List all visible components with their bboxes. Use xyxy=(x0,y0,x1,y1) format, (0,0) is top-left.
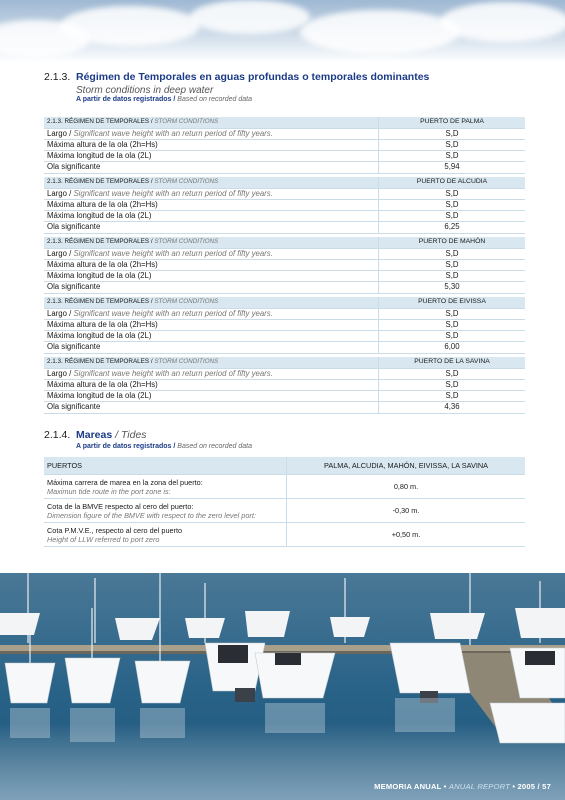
table-row: Máxima longitud de la ola (2L) S,D xyxy=(44,211,525,222)
storm-table xyxy=(44,237,525,294)
table-row: Máxima longitud de la ola (2L) S,D xyxy=(44,391,525,402)
section-subtitle: A partir de datos registrados / Based on recorded data xyxy=(76,443,253,450)
table-row: Largo / Significant wave height with an return period of fifty years. S,D xyxy=(44,248,525,259)
marina-photo xyxy=(0,573,565,800)
tide-value: -0,30 m. xyxy=(287,499,526,523)
section-title: Mareas xyxy=(76,429,113,441)
section-heading-storms xyxy=(44,67,544,103)
footer-memoria: MEMORIA ANUAL • xyxy=(374,782,447,791)
table-row xyxy=(44,523,525,547)
cell-value: 5,30 xyxy=(379,282,526,293)
table-row: Máxima altura de la ola (2h=Hs) S,D xyxy=(44,319,525,330)
page-number: 57 xyxy=(542,782,551,791)
header-sky-image xyxy=(0,0,565,62)
section-title-en: Tides xyxy=(120,429,147,441)
table-row: Máxima altura de la ola (2h=Hs) S,D xyxy=(44,259,525,270)
table-row: Largo / Significant wave height with an return period of fifty years. S,D xyxy=(44,188,525,199)
tide-label: Cota de la BMVE respecto al cero del puerto: xyxy=(47,501,194,511)
cell-value: 6,25 xyxy=(379,222,526,233)
cell-value: 4,36 xyxy=(379,402,526,413)
cell-value: S,D xyxy=(379,199,526,210)
storm-table xyxy=(44,117,525,174)
table-row: Largo / Significant wave height with an return period of fifty years. S,D xyxy=(44,308,525,319)
tides-header-right: PALMA, ALCUDIA, MAHÓN, EIVISSA, LA SAVINA xyxy=(287,457,526,475)
table-row: Máxima longitud de la ola (2L) S,D xyxy=(44,271,525,282)
table-row: Máxima altura de la ola (2h=Hs) S,D xyxy=(44,199,525,210)
storm-table-header: 2.1.3. RÉGIMEN DE TEMPORALES / STORM CONDITIONS PUERTO DE MAHÓN xyxy=(44,237,525,248)
tide-label: Máxima carrera de marea en la zona del puerto: xyxy=(47,477,203,487)
table-row: Ola significante 6,25 xyxy=(44,222,525,233)
page-footer xyxy=(374,782,551,791)
tide-label-en: Dimension figure of the BMVE with respect to the zero level port: xyxy=(47,510,256,520)
cell-value: S,D xyxy=(379,368,526,379)
table-row: Máxima longitud de la ola (2L) S,D xyxy=(44,331,525,342)
storm-table xyxy=(44,357,525,414)
cell-value: S,D xyxy=(379,379,526,390)
tide-value: +0,50 m. xyxy=(287,523,526,547)
tide-label: Cota P.M.V.E., respecto al cero del puerto xyxy=(47,525,183,535)
storm-table xyxy=(44,297,525,354)
storm-table xyxy=(44,177,525,234)
table-row: Ola significante 5,94 xyxy=(44,162,525,173)
section-heading-tides: 2.1.4. Mareas / Tides A partir de datos registrados / Based on recorded data xyxy=(44,425,544,450)
storm-table-header: 2.1.3. RÉGIMEN DE TEMPORALES / STORM CONDITIONS PUERTO DE ALCUDIA xyxy=(44,177,525,188)
cell-value: S,D xyxy=(379,211,526,222)
port-name: PUERTO DE ALCUDIA xyxy=(379,177,526,188)
section-title-en: Storm conditions in deep water xyxy=(76,85,214,96)
section-number: 2.1.4. xyxy=(44,429,71,441)
table-row: Máxima altura de la ola (2h=Hs) S,D xyxy=(44,139,525,150)
storm-table-header: 2.1.3. RÉGIMEN DE TEMPORALES / STORM CONDITIONS PUERTO DE EIVISSA xyxy=(44,297,525,308)
section-subtitle: A partir de datos registrados / Based on recorded data xyxy=(76,96,253,103)
cell-value: S,D xyxy=(379,391,526,402)
table-row: Ola significante 5,30 xyxy=(44,282,525,293)
table-row: Máxima longitud de la ola (2L) S,D xyxy=(44,151,525,162)
tide-label-en: Maximun tide route in the port zone is: xyxy=(47,486,171,496)
cell-value: S,D xyxy=(379,308,526,319)
cell-value: 5,94 xyxy=(379,162,526,173)
table-row: Largo / Significant wave height with an return period of fifty years. S,D xyxy=(44,368,525,379)
table-row: Largo / Significant wave height with an return period of fifty years. S,D xyxy=(44,128,525,139)
tides-header-left: PUERTOS xyxy=(44,457,287,475)
storm-table-header: 2.1.3. RÉGIMEN DE TEMPORALES / STORM CONDITIONS PUERTO DE PALMA xyxy=(44,117,525,128)
port-name: PUERTO DE PALMA xyxy=(379,117,526,128)
tide-value: 0,80 m. xyxy=(287,475,526,499)
section-number: 2.1.3. xyxy=(44,71,71,83)
cell-value: S,D xyxy=(379,331,526,342)
marina-illustration xyxy=(0,573,565,800)
cell-value: S,D xyxy=(379,151,526,162)
footer-year: • 2005 / xyxy=(512,782,540,791)
port-name: PUERTO DE EIVISSA xyxy=(379,297,526,308)
cell-value: S,D xyxy=(379,259,526,270)
table-row: Ola significante 6,00 xyxy=(44,342,525,353)
cell-value: S,D xyxy=(379,271,526,282)
cell-value: S,D xyxy=(379,139,526,150)
table-row: Ola significante 4,36 xyxy=(44,402,525,413)
cell-value: S,D xyxy=(379,319,526,330)
storm-table-header: 2.1.3. RÉGIMEN DE TEMPORALES / STORM CONDITIONS PUERTO DE LA SAVINA xyxy=(44,357,525,368)
section-title: Régimen de Temporales en aguas profundas o temporales dominantes xyxy=(76,71,430,83)
cell-value: S,D xyxy=(379,128,526,139)
port-name: PUERTO DE LA SAVINA xyxy=(379,357,526,368)
tides-table xyxy=(44,457,525,547)
tides-table-header xyxy=(44,457,525,475)
table-row xyxy=(44,499,525,523)
port-name: PUERTO DE MAHÓN xyxy=(379,237,526,248)
table-row xyxy=(44,475,525,499)
cell-value: 6,00 xyxy=(379,342,526,353)
footer-annual-report: ANUAL REPORT xyxy=(448,782,511,791)
table-row: Máxima altura de la ola (2h=Hs) S,D xyxy=(44,379,525,390)
tide-label-en: Height of LLW referred to port zero xyxy=(47,534,160,544)
cell-value: S,D xyxy=(379,188,526,199)
cell-value: S,D xyxy=(379,248,526,259)
